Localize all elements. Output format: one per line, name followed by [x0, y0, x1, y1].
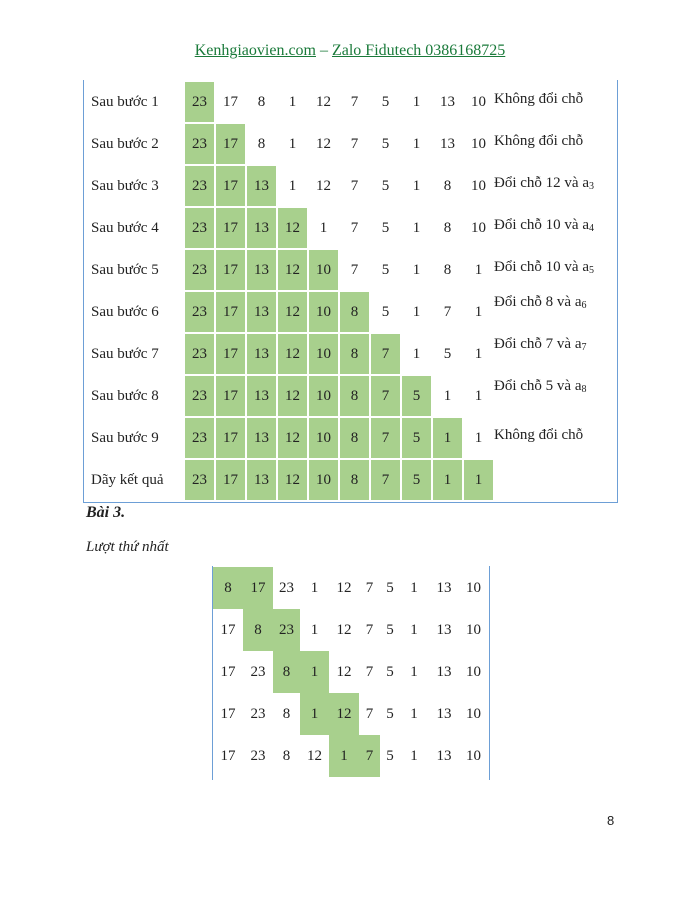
array-cell: 1 — [474, 388, 483, 404]
pass-cell: 8 — [213, 567, 243, 609]
array-cell: 8 — [339, 291, 370, 333]
pass-cell: 1 — [310, 622, 319, 638]
array-cell: 8 — [339, 459, 370, 501]
pass-cell: 5 — [386, 664, 394, 680]
array-cell: 10 — [471, 94, 486, 110]
array-cell: 17 — [215, 291, 246, 333]
step-note-subscript: 8 — [581, 384, 587, 395]
array-cell: 1 — [443, 388, 452, 404]
array-cell: 8 — [339, 417, 370, 459]
array-cell: 1 — [412, 262, 421, 278]
array-cell: 17 — [215, 249, 246, 291]
array-cell: 13 — [246, 207, 277, 249]
pass-cell: 17 — [220, 622, 236, 638]
array-cell: 1 — [412, 346, 421, 362]
array-cell: 23 — [184, 417, 215, 459]
array-cell: 8 — [257, 136, 266, 152]
pass-cell: 13 — [436, 748, 452, 764]
array-cell: 12 — [316, 178, 331, 194]
array-cell: 5 — [381, 220, 390, 236]
pass-cell: 8 — [243, 609, 273, 651]
pass-cell: 5 — [386, 706, 394, 722]
pass-cell: 7 — [365, 664, 374, 680]
step-note-subscript: 4 — [588, 223, 594, 234]
array-cell: 13 — [440, 94, 455, 110]
array-cell: 5 — [401, 417, 432, 459]
pass-cell: 5 — [386, 622, 394, 638]
array-cell: 10 — [308, 459, 339, 501]
step-note-subscript: 5 — [588, 265, 594, 276]
array-cell: 17 — [215, 333, 246, 375]
row-label: Sau bước 5 — [91, 262, 159, 278]
array-cell: 12 — [277, 249, 308, 291]
row-label: Sau bước 7 — [91, 346, 159, 362]
array-cell: 23 — [184, 333, 215, 375]
row-label: Sau bước 1 — [91, 94, 159, 110]
pass-cell: 17 — [243, 567, 273, 609]
header-separator: – — [315, 42, 332, 59]
pass-cell: 1 — [310, 580, 319, 596]
array-cell: 1 — [474, 346, 483, 362]
step-note — [494, 215, 594, 235]
step-note-subscript: 3 — [588, 181, 594, 192]
array-cell: 10 — [308, 291, 339, 333]
header-zalo-link[interactable]: Zalo Fidutech 0386168725 — [331, 42, 506, 59]
step-note-text: Không đổi chỗ — [494, 133, 584, 149]
array-cell: 7 — [350, 94, 359, 110]
step-note — [494, 292, 586, 312]
pass-cell: 13 — [436, 664, 452, 680]
pass-cell: 13 — [436, 622, 452, 638]
array-cell: 23 — [184, 291, 215, 333]
row-label: Sau bước 8 — [91, 388, 159, 404]
array-cell: 12 — [277, 207, 308, 249]
step-note-subscript: 6 — [581, 300, 587, 311]
array-cell: 5 — [381, 304, 390, 320]
array-cell: 1 — [412, 178, 421, 194]
array-cell: 1 — [412, 304, 421, 320]
array-cell: 1 — [412, 94, 421, 110]
array-cell: 13 — [246, 333, 277, 375]
step-note — [494, 89, 583, 109]
array-cell: 5 — [401, 459, 432, 501]
step-note-text: Đổi chỗ 10 và a — [494, 259, 589, 275]
array-cell: 17 — [215, 165, 246, 207]
array-cell: 10 — [308, 249, 339, 291]
array-cell: 23 — [184, 165, 215, 207]
page-header — [0, 42, 700, 60]
array-cell: 7 — [350, 220, 359, 236]
array-cell: 5 — [381, 178, 390, 194]
pass-cell: 12 — [336, 622, 352, 638]
pass-cell: 23 — [250, 748, 266, 764]
array-cell: 5 — [381, 262, 390, 278]
array-cell: 8 — [339, 333, 370, 375]
array-cell: 23 — [184, 249, 215, 291]
row-label: Sau bước 2 — [91, 136, 159, 152]
pass-cell: 7 — [365, 622, 374, 638]
section-title: Bài 3. — [86, 504, 126, 521]
step-note-text: Đổi chỗ 12 và a — [494, 175, 589, 191]
array-cell: 8 — [443, 178, 452, 194]
array-cell: 13 — [246, 417, 277, 459]
pass-cell: 10 — [466, 580, 481, 596]
array-cell: 23 — [184, 123, 215, 165]
array-cell: 8 — [443, 262, 452, 278]
array-cell: 17 — [215, 375, 246, 417]
pass-cell: 12 — [336, 580, 352, 596]
array-cell: 1 — [412, 136, 421, 152]
step-note — [494, 334, 586, 354]
array-cell: 23 — [184, 459, 215, 501]
pass-cell: 8 — [282, 748, 291, 764]
pass-cell: 10 — [466, 706, 481, 722]
pass-cell: 12 — [336, 664, 352, 680]
array-cell: 7 — [443, 304, 452, 320]
array-cell: 10 — [308, 417, 339, 459]
step-note — [494, 257, 594, 277]
array-cell: 7 — [350, 262, 359, 278]
pass-cell: 7 — [365, 580, 374, 596]
page-number: 8 — [607, 813, 615, 828]
array-cell: 1 — [288, 136, 297, 152]
array-cell: 23 — [184, 81, 215, 123]
array-cell: 10 — [471, 136, 486, 152]
array-cell: 13 — [440, 136, 455, 152]
array-cell: 10 — [471, 220, 486, 236]
pass-cell: 23 — [250, 664, 266, 680]
step-note — [494, 425, 583, 445]
row-label: Dãy kết quả — [91, 472, 164, 488]
array-cell: 12 — [316, 136, 331, 152]
array-cell: 10 — [308, 375, 339, 417]
array-cell: 12 — [277, 333, 308, 375]
pass-cell: 1 — [410, 664, 418, 680]
array-cell: 1 — [412, 220, 421, 236]
pass-cell: 13 — [436, 580, 452, 596]
step-note-text: Đổi chỗ 8 và a — [494, 294, 582, 310]
array-cell: 7 — [370, 375, 401, 417]
pass-cell: 1 — [300, 693, 329, 735]
pass-cell: 8 — [282, 706, 291, 722]
pass-cell: 1 — [410, 580, 418, 596]
step-note — [494, 173, 594, 193]
array-cell: 1 — [432, 459, 463, 501]
array-cell: 10 — [471, 178, 486, 194]
pass-cell: 17 — [220, 664, 236, 680]
array-cell: 17 — [215, 207, 246, 249]
pass-cell: 23 — [250, 706, 266, 722]
array-cell: 23 — [184, 207, 215, 249]
array-cell: 1 — [474, 304, 483, 320]
pass-cell: 13 — [436, 706, 452, 722]
array-cell: 12 — [277, 459, 308, 501]
array-cell: 7 — [350, 178, 359, 194]
pass-cell: 1 — [410, 748, 418, 764]
array-cell: 12 — [277, 375, 308, 417]
pass-cell: 12 — [307, 748, 322, 764]
array-cell: 17 — [215, 123, 246, 165]
array-cell: 7 — [370, 333, 401, 375]
array-cell: 10 — [308, 333, 339, 375]
array-cell: 5 — [381, 136, 390, 152]
array-cell: 5 — [381, 94, 390, 110]
array-cell: 1 — [474, 262, 483, 278]
step-note-text: Đổi chỗ 5 và a — [494, 378, 582, 394]
row-label: Sau bước 3 — [91, 178, 159, 194]
array-cell: 12 — [316, 94, 331, 110]
pass-cell: 1 — [329, 735, 359, 777]
array-cell: 17 — [215, 459, 246, 501]
array-cell: 7 — [350, 136, 359, 152]
array-cell: 8 — [257, 94, 266, 110]
pass-cell: 1 — [410, 706, 418, 722]
array-cell: 7 — [370, 459, 401, 501]
array-cell: 17 — [223, 94, 238, 110]
array-cell: 12 — [277, 417, 308, 459]
row-label: Sau bước 4 — [91, 220, 159, 236]
section-subtitle: Lượt thứ nhất — [86, 539, 169, 555]
step-note — [494, 376, 586, 396]
array-cell: 1 — [288, 178, 297, 194]
step-note-text: Không đổi chỗ — [494, 91, 584, 107]
step-note-text: Đổi chỗ 10 và a — [494, 217, 589, 233]
pass-cell: 5 — [386, 748, 394, 764]
array-cell: 1 — [319, 220, 328, 236]
pass-cell: 7 — [359, 735, 380, 777]
pass-cell: 23 — [273, 609, 300, 651]
step-note-subscript: 7 — [581, 342, 587, 353]
array-cell: 1 — [288, 94, 297, 110]
step-note-text: Không đổi chỗ — [494, 427, 584, 443]
array-cell: 1 — [432, 417, 463, 459]
array-cell: 17 — [215, 417, 246, 459]
pass-cell: 10 — [466, 622, 481, 638]
header-site-link[interactable]: Kenhgiaovien.com — [194, 42, 316, 59]
pass-cell: 1 — [410, 622, 418, 638]
pass-cell: 10 — [466, 664, 481, 680]
pass-cell: 23 — [279, 580, 294, 596]
array-cell: 13 — [246, 165, 277, 207]
array-cell: 8 — [339, 375, 370, 417]
pass-cell: 12 — [329, 693, 359, 735]
array-cell: 13 — [246, 375, 277, 417]
pass-cell: 10 — [466, 748, 481, 764]
array-cell: 1 — [463, 459, 494, 501]
array-cell: 5 — [401, 375, 432, 417]
pass-cell: 17 — [220, 706, 236, 722]
array-cell: 7 — [370, 417, 401, 459]
array-cell: 13 — [246, 459, 277, 501]
array-cell: 1 — [474, 430, 483, 446]
array-cell: 12 — [277, 291, 308, 333]
pass-cell: 17 — [220, 748, 236, 764]
row-label: Sau bước 6 — [91, 304, 159, 320]
array-cell: 23 — [184, 375, 215, 417]
row-label: Sau bước 9 — [91, 430, 159, 446]
pass-cell: 8 — [273, 651, 300, 693]
array-cell: 13 — [246, 291, 277, 333]
pass-cell: 1 — [300, 651, 329, 693]
step-note — [494, 131, 583, 151]
array-cell: 8 — [443, 220, 452, 236]
array-cell: 13 — [246, 249, 277, 291]
pass-cell: 7 — [365, 706, 374, 722]
array-cell: 5 — [443, 346, 452, 362]
pass-cell: 5 — [386, 580, 394, 596]
step-note-text: Đổi chỗ 7 và a — [494, 336, 582, 352]
